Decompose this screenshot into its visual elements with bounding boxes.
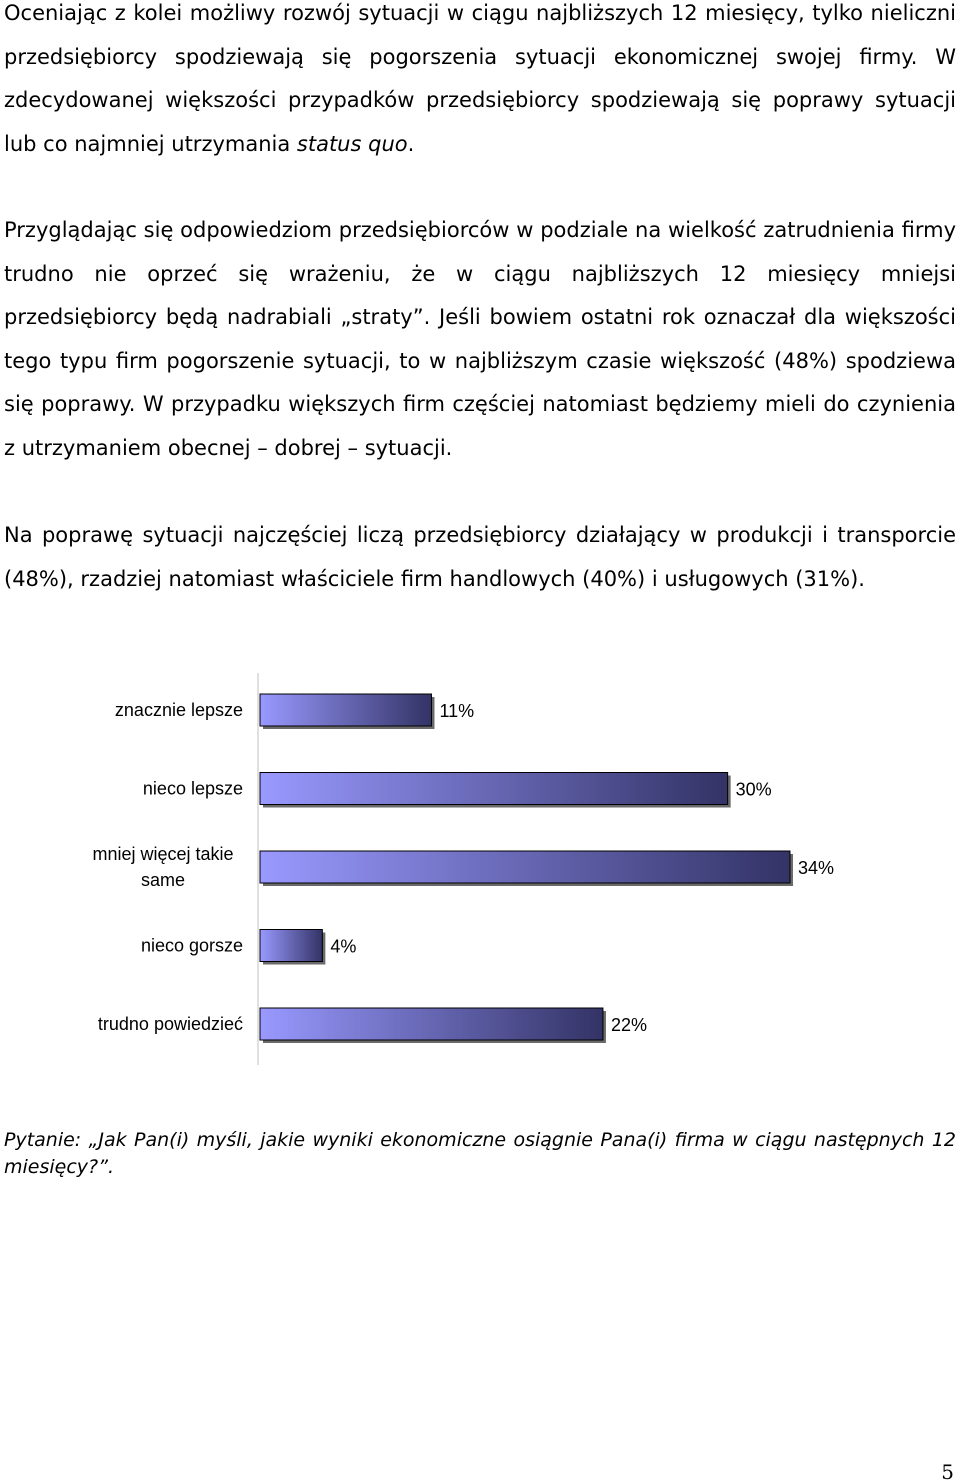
- category-label: mniej więcej takie: [92, 844, 234, 864]
- paragraph-1-text: Oceniając z kolei możliwy rozwój sytuacji w ciągu najbliższych 12 miesięcy, tylko nieliczni przedsiębiorcy spodziewają się pogorszenia sytuacji ekonomicznej swojej firmy. W zdecydowanej większości przypadków przedsiębiorcy spodziewają się poprawy sytuacji lub co najmniej utrzymania: [4, 1, 956, 156]
- category-label: nieco lepsze: [142, 778, 243, 799]
- bar-4: [260, 930, 322, 962]
- page-number: 5: [941, 1460, 954, 1484]
- paragraph-2: Przyglądając się odpowiedziom przedsiębiorców w podziale na wielkość zatrudnienia firmy trudno nie oprzeć się wrażeniu, że w ciągu najbliższych 12 miesięcy mniejsi przedsiębiorcy będą nadrabiali „straty”. Jeśli bowiem ostatni rok oznaczał dla większości tego typu firm pogorszenie sytuacji, to w najbliższym czasie większość (48%) spodziewa się poprawy. W przypadku większych firm częściej natomiast będziemy mieli do czynienia z utrzymaniem obecnej – dobrej – sytuacji.: [4, 218, 956, 460]
- bar-5: [260, 1008, 603, 1040]
- category-label: same: [140, 870, 186, 890]
- category-label: nieco gorsze: [140, 935, 243, 956]
- paragraph-3: Na poprawę sytuacji najczęściej liczą przedsiębiorcy działający w produkcji i transporcie (48%), rzadziej natomiast właściciele firm handlowych (40%) i usługowych (31%).: [4, 523, 956, 591]
- value-label: 11%: [439, 701, 475, 721]
- paragraph-1-end: .: [407, 131, 415, 156]
- survey-question: Pytanie: „Jak Pan(i) myśli, jakie wyniki ekonomiczne osiągnie Pana(i) firma w ciągu następnych 12 miesięcy?”.: [4, 1129, 956, 1178]
- bar-chart: [0, 665, 960, 1085]
- value-label: 34%: [798, 858, 835, 878]
- category-label: znacznie lepsze: [114, 700, 243, 720]
- bar-2: [260, 773, 728, 805]
- paragraph-1: [4, 0, 956, 166]
- bar-3: [260, 851, 790, 883]
- category-label: trudno powiedzieć: [97, 1014, 243, 1034]
- value-label: 4%: [330, 936, 357, 957]
- bar-1: [260, 694, 431, 726]
- value-label: 22%: [610, 1015, 647, 1035]
- value-label: 30%: [735, 779, 772, 800]
- paragraph-1-italic: status quo: [296, 131, 408, 156]
